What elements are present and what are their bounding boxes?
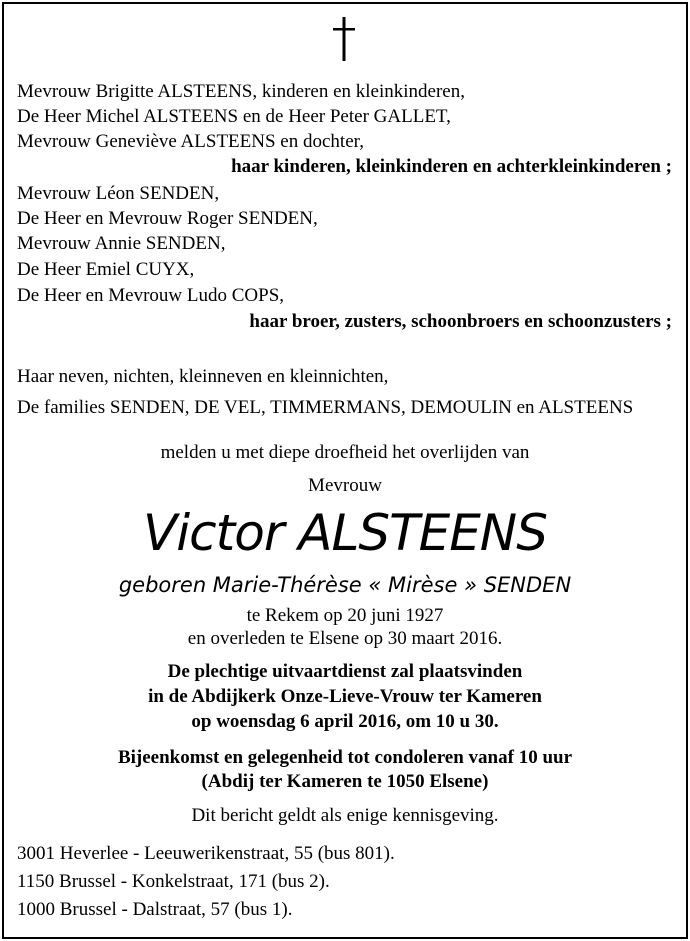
family-line-1: Mevrouw Brigitte ALSTEENS, kinderen en kleinkinderen,: [17, 81, 465, 102]
announcement: melden u met diepe droefheid het overlijden van: [160, 442, 530, 463]
honorific: Mevrouw: [308, 475, 382, 496]
birth-name: geboren Marie-Thérèse « Mirèse » SENDEN: [118, 573, 572, 597]
birth-line: te Rekem op 20 juni 1927: [246, 605, 444, 626]
family-line-3: Mevrouw Geneviève ALSTEENS en dochter,: [17, 131, 364, 152]
address-3: 1000 Brussel - Dalstraat, 57 (bus 1).: [17, 899, 293, 920]
family-line-5: De Heer en Mevrouw Roger SENDEN,: [17, 208, 318, 229]
death-line: en overleden te Elsene op 30 maart 2016.: [187, 628, 503, 649]
family-line-7: De Heer Emiel CUYX,: [17, 259, 195, 280]
family-line-8: De Heer en Mevrouw Ludo COPS,: [17, 285, 285, 306]
deceased-name: Victor ALSTEENS: [143, 504, 547, 562]
address-2: 1150 Brussel - Konkelstraat, 171 (bus 2).: [17, 871, 330, 892]
condolence-line-1: Bijeenkomst en gelegenheid tot condoleren vanaf 10 uur: [117, 747, 573, 768]
families-line: De families SENDEN, DE VEL, TIMMERMANS, DEMOULIN en ALSTEENS: [17, 397, 634, 418]
address-1: 3001 Heverlee - Leeuwerikenstraat, 55 (bus 801).: [17, 843, 395, 864]
funeral-line-1: De plechtige uitvaartdienst zal plaatsvinden: [167, 661, 523, 682]
family-line-4: Mevrouw Léon SENDEN,: [17, 183, 220, 204]
funeral-line-2: in de Abdijkerk Onze-Lieve-Vrouw ter Kameren: [148, 686, 542, 707]
family-line-2: De Heer Michel ALSTEENS en de Heer Peter GALLET,: [17, 106, 451, 127]
relation-children: haar kinderen, kleinkinderen en achterkleinkinderen ;: [231, 156, 672, 177]
condolence-line-2: (Abdij ter Kameren te 1050 Elsene): [201, 771, 489, 792]
funeral-line-3: op woensdag 6 april 2016, om 10 u 30.: [191, 711, 499, 732]
relation-siblings: haar broer, zusters, schoonbroers en schoonzusters ;: [249, 311, 672, 332]
notice-line: Dit bericht geldt als enige kennisgeving.: [191, 805, 499, 826]
cousins-line: Haar neven, nichten, kleinneven en kleinnichten,: [17, 366, 389, 387]
family-line-6: Mevrouw Annie SENDEN,: [17, 233, 226, 254]
latin-cross-icon: [333, 17, 355, 61]
